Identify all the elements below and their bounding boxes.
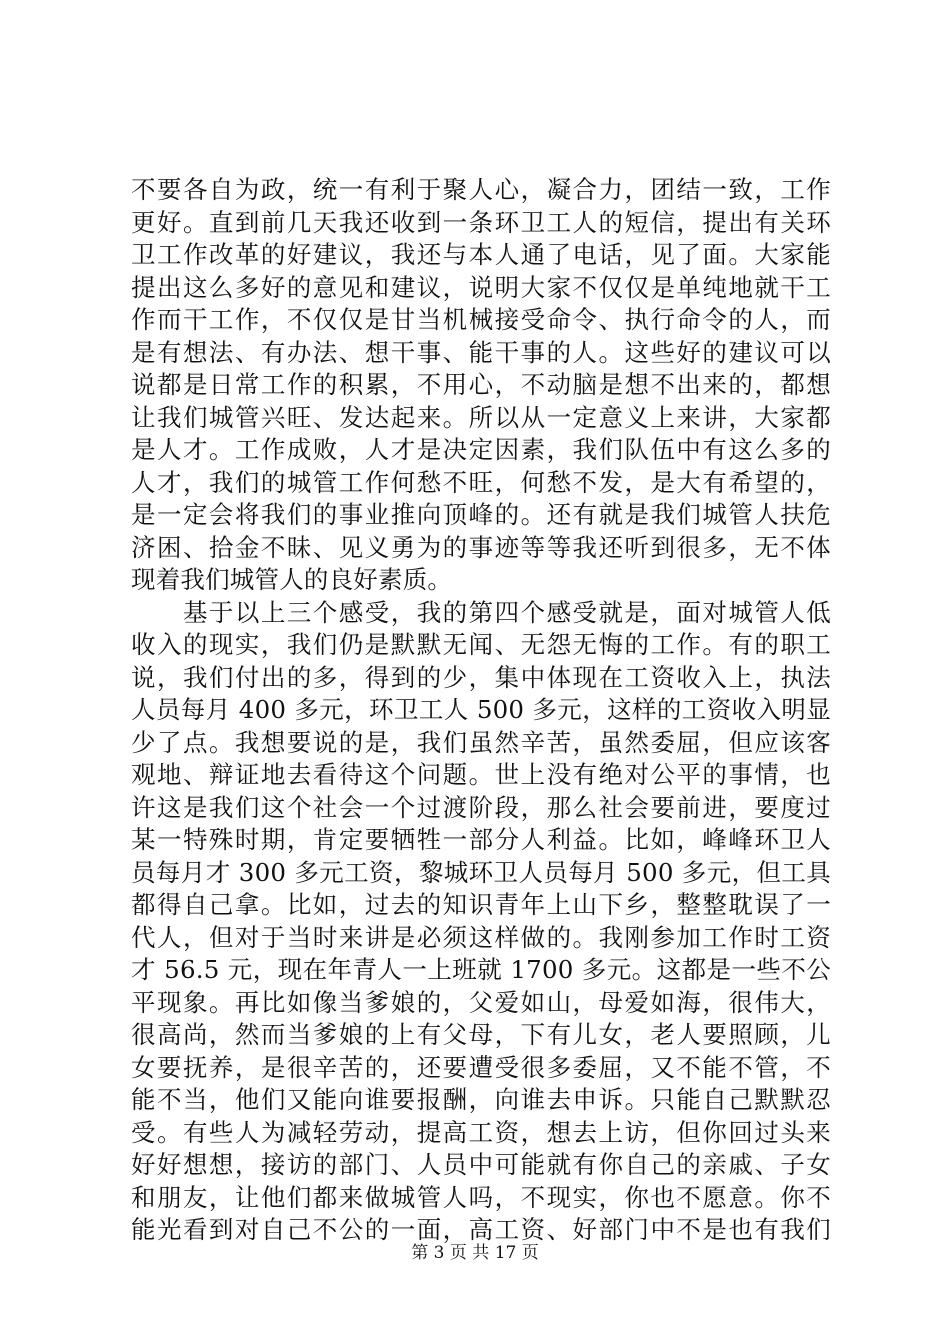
text-line: 让我们城管兴旺、发达起来。所以从一定意义上来讲，大家都: [131, 402, 831, 432]
text-line: 代人，但对于当时来讲是必须这样做的。我刚参加工作时工资: [131, 922, 831, 952]
text-line: 才 56.5 元，现在年青人一上班就 1700 多元。这都是一些不公: [131, 955, 831, 984]
text-line: 观地、辩证地去看待这个问题。世上没有绝对公平的事情，也: [131, 760, 831, 789]
body-text: [131, 174, 831, 1247]
text-line: 济困、拾金不昧、见义勇为的事迹等等我还听到很多，无不体: [131, 532, 831, 562]
text-line: 是有想法、有办法、想干事、能干事的人。这些好的建议可以: [131, 337, 831, 367]
text-line: 卫工作改革的好建议，我还与本人通了电话，见了面。大家能: [131, 240, 831, 269]
text-line: 作而干工作，不仅仅是甘当机械接受命令、执行命令的人，而: [131, 305, 831, 334]
text-line: 好好想想，接访的部门、人员中可能就有你自己的亲戚、子女: [131, 1150, 831, 1179]
text-line: 说，我们付出的多，得到的少，集中体现在工资收入上，执法: [131, 662, 831, 692]
text-line: 员每月才 300 多元工资，黎城环卫人员每月 500 多元，但工具: [131, 857, 831, 887]
text-line: 不要各自为政，统一有利于聚人心，凝合力，团结一致，工作: [131, 175, 831, 204]
text-line: 是一定会将我们的事业推向顶峰的。还有就是我们城管人扶危: [131, 500, 831, 529]
text-line: 平现象。再比如像当爹娘的，父爱如山，母爱如海，很伟大，: [131, 987, 831, 1017]
text-line: 许这是我们这个社会一个过渡阶段，那么社会要前进，要度过: [131, 792, 831, 822]
text-line: 收入的现实，我们仍是默默无闻、无怨无悔的工作。有的职工: [131, 630, 831, 659]
text-line: 受。有些人为减轻劳动，提高工资，想去上访，但你回过头来: [131, 1117, 831, 1147]
text-line: 人才，我们的城管工作何愁不旺，何愁不发，是大有希望的，: [131, 467, 831, 497]
text-line: 某一特殊时期，肯定要牺牲一部分人利益。比如，峰峰环卫人: [131, 825, 831, 854]
paragraph-end-line: 现着我们城管人的良好素质。: [131, 565, 453, 594]
text-line: 能光看到对自己不公的一面，高工资、好部门中不是也有我们: [131, 1215, 831, 1244]
text-line: 人员每月 400 多元，环卫工人 500 多元，这样的工资收入明显: [131, 695, 831, 724]
text-line: 女要抚养，是很辛苦的，还要遭受很多委屈，又不能不管，不: [131, 1052, 831, 1082]
text-line: 少了点。我想要说的是，我们虽然辛苦，虽然委屈，但应该客: [131, 727, 831, 757]
text-line: 是人才。工作成败，人才是决定因素，我们队伍中有这么多的: [131, 435, 831, 464]
text-line: 更好。直到前几天我还收到一条环卫工人的短信，提出有关环: [131, 207, 831, 237]
text-line: 说都是日常工作的积累，不用心，不动脑是想不出来的，都想: [131, 370, 831, 399]
text-line: 和朋友，让他们都来做城管人吗，不现实，你也不愿意。你不: [131, 1182, 831, 1212]
text-line: 很高尚，然而当爹娘的上有父母，下有儿女，老人要照顾，儿: [131, 1020, 831, 1049]
text-line: 能不当，他们又能向谁要报酬，向谁去申诉。只能自己默默忍: [131, 1085, 831, 1114]
page-number-footer: 第 3 页 共 17 页: [411, 1243, 539, 1263]
paragraph-start-line: 基于以上三个感受，我的第四个感受就是，面对城管人低: [131, 597, 831, 627]
text-line: 都得自己拿。比如，过去的知识青年上山下乡，整整耽误了一: [131, 890, 831, 919]
text-line: 提出这么多好的意见和建议，说明大家不仅仅是单纯地就干工: [131, 272, 831, 302]
